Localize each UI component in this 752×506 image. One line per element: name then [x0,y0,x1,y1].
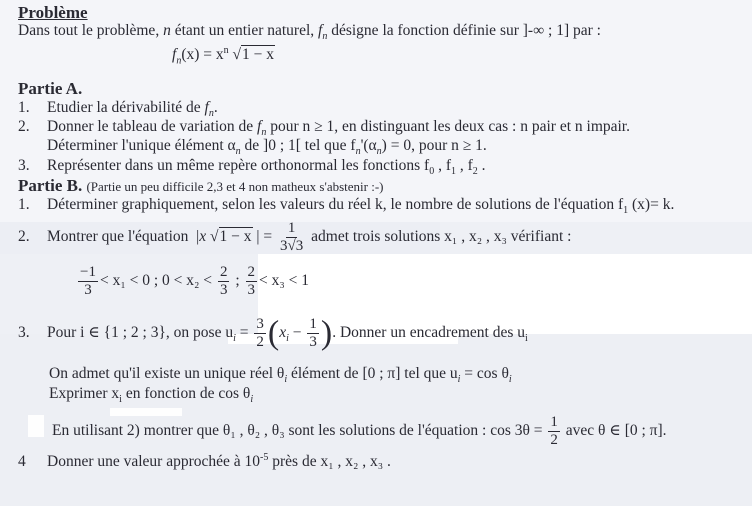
part-b-heading: Partie B. (Partie un peu difficile 2,3 et 4 non matheux s'abstenir :-) [18,176,384,195]
part-b-item-3-line4: En utilisant 2) montrer que θ₁ , θ₂ , θ₃ sont les solutions de l'équation : cos 3θ = $\frac{1}{2}$ avec θ ∈ [0 ; π]. [52,414,667,448]
part-a-heading: Partie A. [18,79,83,98]
part-b-item-2: 2. Montrer que l'équation |x √1 − x | = $\frac{1}{3√3}$ admet trois solutions x₁ , x₂ , x₃ vérifiant : [18,220,572,254]
page-title: Problème [18,3,88,22]
part-b-item-3: 3. Pour i ∈ {1 ; 2 ; 3}, on pose $u_i$ = $\frac{3}{2}$ ($x_i$ − $\frac{1}{3}$ ). Donner un encadrement des $u_i$ [18,314,528,352]
part-b-item-3-line2: On admet qu'il existe un unique réel $\theta_i$ élément de [0 ; π] tel que $u_i = \cos \theta_i$ [49,365,512,386]
part-b-item-1: 1. Déterminer graphiquement, selon les valeurs du réel k, le nombre de solutions de l'équation $f_1$ (x)= k. [18,196,675,217]
part-a-item-2: 2. Donner le tableau de variation de $f_n$ pour n ≥ 1, en distinguant les deux cas : n pair et n impair. [18,118,630,139]
fraction: $\frac{1}{3√3}$ [280,220,304,254]
part-a-item-2-cont: Déterminer l'unique élément $\alpha_n$ de ]0 ; 1[ tel que $f_n'(\alpha_n) = 0$, pour n ≥ 1. [47,137,487,158]
intro-text: Dans tout le problème, n étant un entier naturel, $f_n$ désigne la fonction définie sur ]-∞ ; 1] par : [18,22,601,43]
part-a-item-1: 1. Etudier la dérivabilité de $f_n$. [18,99,218,120]
inequalities: $\frac{-1}{3}$ < x₁ < 0 ; 0 < x₂ < $\frac{2}{3}$ ; $\frac{2}{3}$ < x₃ < 1 [80,264,310,298]
function-definition: $f_n(x) = x^n$ √1 − x [172,45,275,67]
part-b-item-3-line3: Exprimer $x_i$ en fonction de $\cos \theta_i$ [49,385,254,406]
part-a-item-3: 3. Représenter dans un même repère orthonormal les fonctions $f_0$ , $f_1$ , $f_2$ . [18,157,486,178]
white-smudge [28,415,44,437]
part-b-note: (Partie un peu difficile 2,3 et 4 non matheux s'abstenir :-) [86,179,384,194]
part-b-item-4: 4 Donner une valeur approchée à $10^{-5}$ près de x₁ , x₂ , x₃ . [18,452,391,471]
